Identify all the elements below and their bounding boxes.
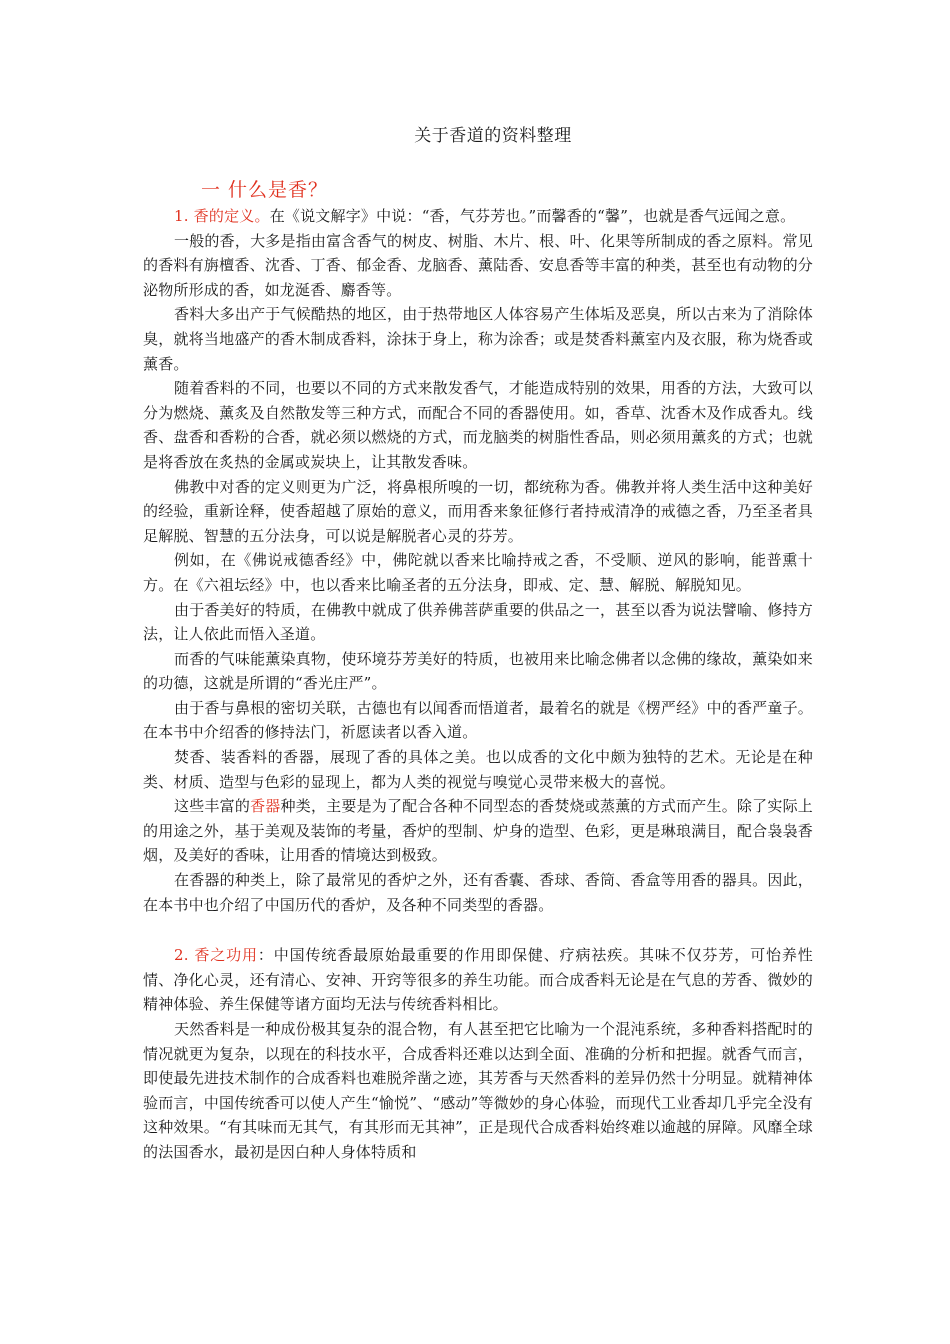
body-paragraph: 天然香料是一种成份极其复杂的混合物，有人甚至把它比喻为一个混沌系统，多种香料搭配时的情况就更为复杂，以现在的科技水平，合成香料还难以达到全面、准确的分析和把握。就香气而言，即使最先进技术制作的合成香料也难脱斧凿之迹，其芳香与天然香料的差异仍然十分明显。就精神体验而言，中国传统香可以使人产生“愉悦”、“感动”等微妙的身心体验，而现代工业香却几乎完全没有这种效果。“有其味而无其气，有其形而无其神”，正是现代合成香料始终难以逾越的屏障。风靡全球的法国香水，最初是因白种人身体特质和 [143,1020,813,1161]
body-paragraph: 香料大多出产于气候酷热的地区，由于热带地区人体容易产生体垢及恶臭，所以古来为了消除体臭，就将当地盛产的香木制成香料，涂抹于身上，称为涂香；或是焚香料薰室内及衣服，称为烧香或薰香。 [143,305,813,373]
function-text: ：中国传统香最原始最重要的作用即保健、疗病祛疾。其味不仅芬芳，可怡养性情、净化心灵，还有清心、安神、开窍等很多的养生功能。而合成香料无论是在气息的芳香、微妙的精神体验、养生保健等诸方面均无法与传统香料相比。 [143,946,813,1014]
section-heading: 一 什么是香？ [201,179,329,201]
body-paragraph: 由于香美好的特质，在佛教中就成了供养佛菩萨重要的供品之一，甚至以香为说法譬喻、修持方法，让人依此而悟入圣道。 [143,600,813,644]
definition-paragraph [143,204,813,229]
vessel-text-pre: 这些丰富的 [174,797,251,816]
section-spacer [143,917,813,943]
body-paragraph: 佛教中对香的定义则更为广泛，将鼻根所嗅的一切，都统称为香。佛教并将人类生活中这种美好的经验，重新诠释，使香超越了原始的意义，而用香来象征修行者持戒清净的戒德之香，乃至圣者具足解脱、智慧的五分法身，可以说是解脱者心灵的芬芳。 [143,477,813,545]
definition-text: 在《说文解字》中说：“香，气芬芳也。”而馨香的“馨”，也就是香气远闻之意。 [269,207,796,225]
body-paragraph: 一般的香，大多是指由富含香气的树皮、树脂、木片、根、叶、化果等所制成的香之原料。常见的香料有旃檀香、沈香、丁香、郁金香、龙脑香、薰陆香、安息香等丰富的种类，甚至也有动物的分泌物所形成的香，如龙涎香、麝香等。 [143,231,813,299]
body-paragraph: 而香的气味能薰染真物，使环境芬芳美好的特质，也被用来比喻念佛者以念佛的缘故，薰染如来的功德，这就是所谓的“香光庄严”。 [143,649,813,693]
function-paragraph [143,943,813,1017]
function-label: 2. 香之功用 [174,946,258,965]
vessel-text-post: 种类，主要是为了配合各种不同型态的香焚烧或蒸薰的方式而产生。除了实际上的用途之外，基于美观及装饰的考量，香炉的型制、炉身的造型、色彩，更是琳琅满目，配合袅袅香烟，及美好的香味，让用香的情境达到极致。 [143,797,813,865]
body-paragraph: 在香器的种类上，除了最常见的香炉之外，还有香囊、香球、香筒、香盒等用香的器具。因此，在本书中也介绍了中国历代的香炉，及各种不同类型的香器。 [143,871,813,914]
vessel-paragraph [143,794,813,868]
document-title: 关于香道的资料整理 [414,126,572,146]
definition-label: 1. 香的定义。 [174,207,270,225]
vessel-highlight: 香器 [250,797,281,816]
body-paragraph: 由于香与鼻根的密切关联，古德也有以闻香而悟道者，最着名的就是《楞严经》中的香严童子。在本书中介绍香的修持法门，祈愿读者以香入道。 [143,698,813,742]
document-body [143,118,813,1165]
body-paragraph: 例如，在《佛说戒德香经》中，佛陀就以香来比喻持戒之香，不受顺、逆风的影响，能普熏十方。在《六祖坛经》中，也以香来比喻圣者的五分法身，即戒、定、慧、解脱、解脱知见。 [143,551,813,594]
body-paragraph: 随着香料的不同，也要以不同的方式来散发香气，才能造成特别的效果，用香的方法，大致可以分为燃烧、薰炙及自然散发等三种方式，而配合不同的香器使用。如，香草、沈香木及作成香丸。线香、盘香和香粉的合香，就必须以燃烧的方式，而龙脑类的树脂性香品，则必须用薰炙的方式；也就是将香放在炙热的金属或炭块上，让其散发香味。 [143,379,813,471]
body-paragraph: 焚香、装香料的香器，展现了香的具体之美。也以成香的文化中颇为独特的艺术。无论是在种类、材质、造型与色彩的显现上，都为人类的视觉与嗅觉心灵带来极大的喜悦。 [143,748,813,791]
